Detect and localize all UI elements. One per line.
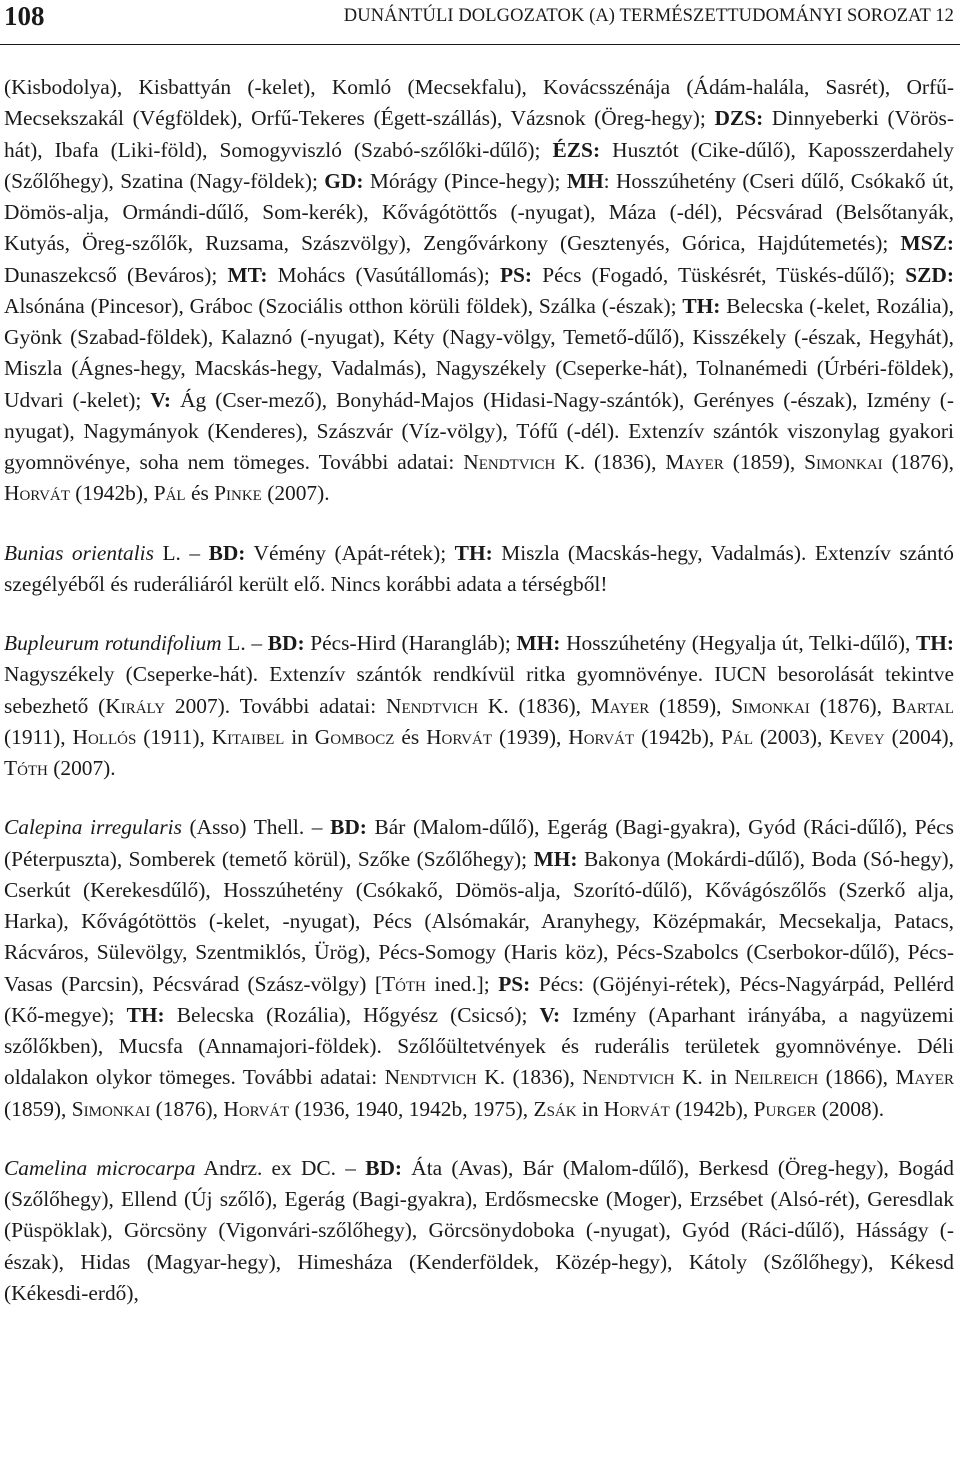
- author-name: Simonkai: [804, 450, 883, 474]
- text-run: (2004),: [884, 724, 954, 749]
- region-code: ÉZS:: [552, 137, 601, 162]
- text-run: in: [576, 1096, 604, 1121]
- page-number: 108: [4, 1, 45, 31]
- text-run: Izmény (Aparhant irányába, a nagyüzemi szőlőkben), Mucsfa (Annamajori-földek). Szőlőültetvények és ruderális területek gyomnövénye. Déli oldalakon olykor tömeges. További adatai:: [4, 1002, 954, 1090]
- paragraph-bunias-orientalis: [4, 538, 954, 601]
- text-run: Husztót (Cike-dűlő), Kaposszerdahely (Szőlőhegy), Szatina (Nagy-földek);: [4, 137, 955, 193]
- region-code: MH:: [533, 846, 578, 871]
- region-code: V:: [150, 387, 172, 412]
- text-run: (2007).: [261, 481, 330, 506]
- region-code: PS:: [498, 971, 531, 996]
- region-code: SZD:: [905, 262, 954, 287]
- species-name: Bunias orientalis: [4, 540, 154, 565]
- region-code: PS:: [499, 262, 533, 287]
- running-head: DUNÁNTÚLI DOLGOZATOK (A) TERMÉSZETTUDOMÁNYI SOROZAT 12: [343, 6, 954, 26]
- author-name: Pinke: [214, 481, 262, 506]
- text-run: Áta (Avas), Bár (Malom-dűlő), Berkesd (Öreg-hegy), Bogád (Szőlőhegy), Ellend (Új szőlő), Egerág (Bagi-gyakra), Erdősmecske (Moger), Erzsébet (Alsó-rét), Geresdlak (Püspöklak), Görcsöny (Vigonvári-szőlőhegy), Görcsönydoboka (-nyugat), Gyód (Ráci-dűlő), Hásságy (-észak), Hidas (Magyar-hegy), Himesháza (Kenderföldek, Közép-hegy), Kátoly (Szőlőhegy), Kékesd (Kékesdi-erdő),: [4, 1155, 954, 1305]
- text-run: Mohács (Vasútállomás);: [267, 262, 500, 287]
- text-run: (1876),: [809, 693, 892, 718]
- text-run: Pécs-Hird (Harangláb);: [304, 631, 517, 655]
- text-run: és: [394, 724, 427, 749]
- text-run: Hosszúhetény (Hegyalja út, Telki-dűlő),: [560, 631, 916, 655]
- author-name: Tóth: [382, 971, 426, 996]
- text-run: ined.];: [425, 971, 499, 996]
- text-run: (1942b),: [69, 481, 154, 506]
- author-name: Neilreich: [734, 1065, 819, 1090]
- region-code: V:: [539, 1002, 561, 1027]
- author-name: Pál: [721, 724, 753, 749]
- paragraph-calepina-irregularis: [4, 812, 954, 1125]
- author-name: Horvát: [568, 724, 635, 749]
- text-run: (Kisbodolya), Kisbattyán (-kelet), Komló (Mecsekfalu), Kovácsszénája (Ádám-halála, Sasrét), Orfű-Mecsekszakál (Végföldek), Orfű-Tekeres (Égett-szállás), Vázsnok (Öreg-hegy);: [4, 75, 954, 131]
- species-name: Camelina microcarpa: [4, 1155, 196, 1180]
- text-run: Pécs: (Göjényi-rétek), Pécs-Nagyárpád, Pellérd (Kő-megye);: [4, 971, 954, 1027]
- text-run: K. in: [674, 1065, 735, 1090]
- author-name: Kevey: [829, 724, 885, 749]
- text-run: Dunaszekcső (Beváros);: [4, 262, 228, 287]
- text-run: (Asso) Thell. –: [181, 815, 331, 840]
- author-name: Purger: [753, 1096, 817, 1121]
- author-name: Gombocz: [314, 724, 395, 749]
- author-name: Bartal: [891, 693, 954, 718]
- text-run: Miszla (Macskás-hegy, Vadalmás). Extenzív szántó szegélyéből és ruderáliáról került elő. Nincs korábbi adata a térségből!: [4, 540, 955, 596]
- text-run: (1939),: [492, 724, 569, 749]
- author-name: Király: [105, 693, 166, 718]
- author-name: Hollós: [72, 724, 137, 749]
- paragraph-camelina-microcarpa: [4, 1153, 954, 1309]
- author-name: Mayer: [590, 693, 650, 718]
- region-code: GD:: [324, 168, 364, 193]
- text-run: K. (1836),: [478, 693, 591, 718]
- author-name: Mayer: [665, 450, 724, 474]
- text-run: L. –: [153, 540, 209, 565]
- text-run: (1942b),: [669, 1096, 754, 1121]
- text-run: (1936, 1940, 1942b, 1975),: [289, 1096, 534, 1121]
- text-run: Andrz. ex DC. –: [195, 1155, 366, 1180]
- text-run: Bár (Malom-dűlő), Egerág (Bagi-gyakra), Gyód (Ráci-dűlő), Pécs (Péterpuszta), Somberek (temető körül), Szőke (Szőlőhegy);: [4, 815, 954, 871]
- author-name: Tóth: [4, 756, 48, 780]
- author-name: Nendtvich: [463, 450, 556, 474]
- text-run: (2003),: [753, 724, 830, 749]
- text-run: (2007).: [47, 756, 116, 780]
- text-run: (2008).: [816, 1096, 885, 1121]
- author-name: Nendtvich: [582, 1065, 675, 1090]
- region-code: TH:: [126, 1002, 165, 1027]
- text-run: Mórágy (Pince-hegy);: [363, 168, 567, 193]
- author-name: Mayer: [895, 1065, 954, 1090]
- article-body: [4, 72, 954, 1337]
- region-code: BD:: [267, 631, 305, 655]
- author-name: Nendtvich: [384, 1065, 477, 1090]
- region-code: BD:: [208, 540, 246, 565]
- region-code: MH: [566, 168, 604, 193]
- text-run: L. –: [221, 631, 268, 655]
- text-run: Vémény (Apát-rétek);: [245, 540, 455, 565]
- text-run: Pécs (Fogadó, Tüskésrét, Tüskés-dűlő);: [532, 262, 906, 287]
- text-run: Bakonya (Mokárdi-dűlő), Boda (Só-hegy), Cserkút (Kerekesdűlő), Hosszúhetény (Csókakő, Dömös-alja, Szorító-dűlő), Kővágószőlős (Szerkő alja, Harka), Kővágótöttös (-kelet, -nyugat), Pécs (Alsómakár, Aranyhegy, Középmakár, Mecsekalja, Patacs, Rácváros, Sülevölgy, Szentmiklós, Ürög), Pécs-Somogy (Haris köz), Pécs-Szabolcs (Cserbokor-dűlő), Pécs-Vasas (Parcsin), Pécsvárad (Szász-völgy) [: [4, 846, 954, 996]
- author-name: Horvát: [223, 1096, 290, 1121]
- author-name: Horvát: [4, 481, 70, 506]
- author-name: Nendtvich: [386, 693, 479, 718]
- author-name: Kitaibel: [211, 724, 285, 749]
- text-run: Ág (Cser-mező), Bonyhád-Majos (Hidasi-Nagy-szántók), Gerényes (-észak), Izmény (-nyugat), Nagymányok (Kenderes), Szászvár (Víz-völgy), Tófű (-dél). Extenzív szántók viszonylag gyakori gyomnövénye, soha nem tömeges. További adatai:: [4, 387, 954, 474]
- region-code: BD:: [330, 815, 367, 840]
- region-code: TH:: [915, 631, 954, 655]
- author-name: Simonkai: [71, 1096, 151, 1121]
- text-run: (1876),: [150, 1096, 224, 1121]
- text-run: in: [284, 724, 315, 749]
- author-name: Zsák: [533, 1096, 577, 1121]
- region-code: BD:: [365, 1155, 403, 1180]
- species-name: Bupleurum rotundifolium: [4, 631, 222, 655]
- text-run: (1942b),: [634, 724, 722, 749]
- region-code: DZS:: [714, 106, 764, 131]
- region-code: TH:: [454, 540, 493, 565]
- text-run: Alsónána (Pincesor), Gráboc (Szociális otthon körüli földek), Szálka (-észak);: [4, 293, 683, 318]
- species-name: Calepina irregularis: [4, 815, 182, 840]
- text-run: : Hosszúhetény (Cseri dűlő, Csókakő út, Dömös-alja, Ormándi-dűlő, Som-kerék), Kővágótöttős (-nyugat), Máza (-dél), Pécsvárad (Belsőtanyák, Kutyás, Öreg-szőlők, Ruzsama, Szászvölgy), Zengővárkony (Gesztenyés, Górica, Hajdútemetés);: [4, 168, 954, 256]
- text-run: Nagyszékely (Cseperke-hát). Extenzív szántók rendkívül ritka gyomnövénye. IUCN besorolását tekintve sebezhető (: [4, 662, 954, 718]
- author-name: Pál: [153, 481, 186, 506]
- text-run: (1911),: [4, 724, 73, 749]
- region-code: MSZ:: [900, 231, 954, 256]
- text-run: (1859),: [649, 693, 732, 718]
- region-code: TH:: [682, 293, 721, 318]
- author-name: Horvát: [603, 1096, 670, 1121]
- text-run: K. (1836),: [555, 450, 666, 474]
- text-run: (1911),: [136, 724, 212, 749]
- text-run: 2007). További adatai:: [165, 693, 386, 718]
- text-run: Dinnyeberki (Vörös-hát), Ibafa (Liki-föld), Somogyviszló (Szabó-szőlőki-dűlő);: [4, 106, 954, 162]
- region-code: MT:: [227, 262, 268, 287]
- text-run: (1859),: [4, 1096, 72, 1121]
- author-name: Simonkai: [731, 693, 810, 718]
- text-run: és: [185, 481, 215, 506]
- region-code: MH:: [516, 631, 561, 655]
- paragraph-bupleurum-rotundifolium: [4, 628, 954, 784]
- paragraph-kisbodolya-continuation: [4, 72, 954, 510]
- text-run: Belecska (-kelet, Rozália), Gyönk (Szabad-földek), Kalaznó (-nyugat), Kéty (Nagy-völgy, Temető-dűlő), Kisszékely (-észak, Hegyhát), Miszla (Ágnes-hegy, Macskás-hegy, Vadalmás), Nagyszékely (Cseperke-hát), Tolnanémedi (Úrbéri-földek), Udvari (-kelet);: [4, 293, 954, 412]
- author-name: Horvát: [426, 724, 493, 749]
- text-run: (1866),: [818, 1065, 896, 1090]
- text-run: Belecska (Rozália), Hőgyész (Csicsó);: [164, 1002, 540, 1027]
- text-run: K. (1836),: [476, 1065, 583, 1090]
- header-rule: [0, 44, 960, 45]
- text-run: (1876),: [882, 450, 955, 474]
- text-run: (1859),: [723, 450, 805, 474]
